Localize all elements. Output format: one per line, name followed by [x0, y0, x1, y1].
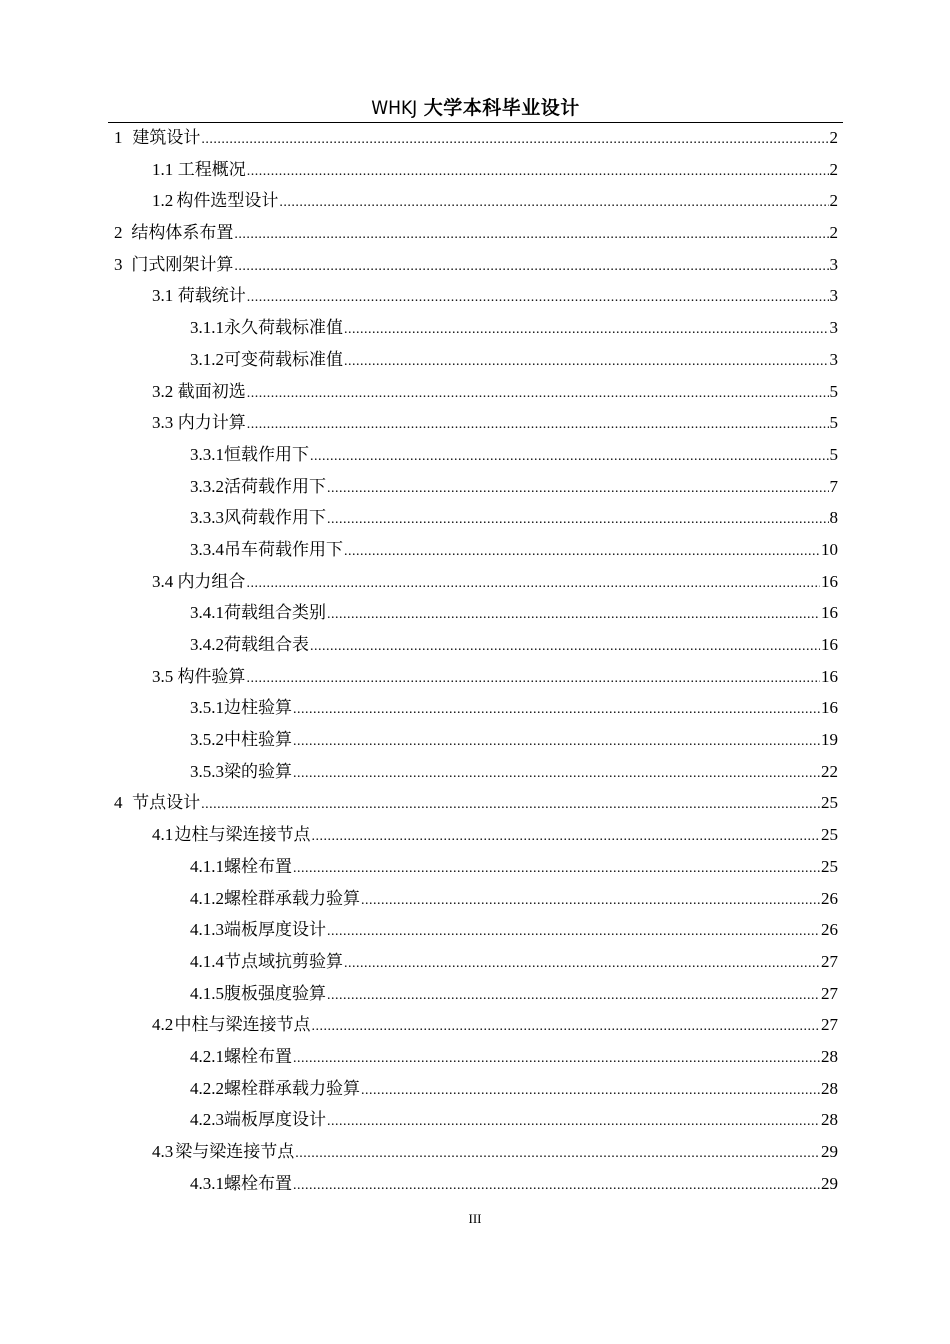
- toc-entry-title: 恒载作用下: [224, 444, 309, 464]
- toc-entry-page: 27: [821, 983, 838, 1003]
- toc-dot-leader: [327, 473, 829, 505]
- toc-entry-number: 3.4.1: [190, 603, 224, 623]
- toc-dot-leader: [312, 821, 820, 853]
- toc-entry-title: 永久荷载标准值: [224, 318, 343, 338]
- toc-entry-number: 4.1.5: [190, 983, 224, 1003]
- toc-entry-number: 3: [114, 254, 123, 274]
- toc-dot-leader: [327, 916, 820, 948]
- toc-dot-leader: [327, 599, 820, 631]
- toc-entry-page: 26: [821, 888, 838, 908]
- toc-dot-leader: [327, 980, 820, 1012]
- toc-entry-title: 吊车荷载作用下: [224, 539, 343, 559]
- toc-entry[interactable]: [108, 883, 838, 915]
- toc-entry-number: 2: [114, 223, 123, 243]
- toc-entry-page: 7: [829, 476, 838, 496]
- toc-dot-leader: [279, 187, 828, 219]
- toc-entry-page: 29: [821, 1173, 838, 1193]
- toc-entry-title: 工程概况: [177, 159, 246, 179]
- toc-entry-page: 3: [829, 254, 838, 274]
- toc-entry-page: 5: [829, 413, 838, 433]
- toc-entry-title: 边柱与梁连接节点: [174, 825, 311, 845]
- toc-entry-page: 16: [821, 666, 838, 686]
- toc-entry-title: 边柱验算: [224, 698, 292, 718]
- toc-entry-page: 26: [821, 920, 838, 940]
- toc-entry-title: 梁的验算: [224, 761, 292, 781]
- toc-entry-number: 4.2.3: [190, 1110, 224, 1130]
- toc-entry-title: 荷载统计: [177, 286, 246, 306]
- toc-entry[interactable]: [108, 471, 838, 503]
- toc-entry-number: 3.1.2: [190, 349, 224, 369]
- toc-entry[interactable]: [108, 819, 838, 851]
- toc-entry-page: 10: [821, 539, 838, 559]
- toc-dot-leader: [310, 441, 829, 473]
- toc-entry-number: 1: [114, 128, 123, 147]
- toc-entry-number: 1.2: [152, 191, 174, 211]
- toc-dot-leader: [361, 885, 820, 917]
- toc-entry-page: 2: [829, 223, 838, 243]
- toc-entry[interactable]: [108, 534, 838, 566]
- toc-entry[interactable]: [108, 217, 838, 249]
- toc-entry[interactable]: [108, 597, 838, 629]
- toc-dot-leader: [246, 663, 820, 695]
- toc-dot-leader: [247, 409, 829, 441]
- toc-entry-title: 荷载组合类别: [224, 603, 326, 623]
- toc-entry-title: 截面初选: [177, 381, 246, 401]
- toc-entry-number: 4.2.1: [190, 1046, 224, 1066]
- toc-entry-title: 构件验算: [177, 666, 246, 686]
- toc-dot-leader: [293, 1170, 820, 1202]
- toc-entry[interactable]: [108, 1009, 838, 1041]
- toc-entry-title: 螺栓布置: [224, 1173, 292, 1193]
- toc-entry-number: 4.2: [152, 1015, 174, 1035]
- toc-entry-number: 3.3.2: [190, 476, 224, 496]
- toc-dot-leader: [293, 726, 820, 758]
- toc-dot-leader: [234, 219, 828, 251]
- toc-entry-page: 16: [821, 603, 838, 623]
- toc-entry-title: 螺栓群承载力验算: [224, 888, 360, 908]
- toc-entry-title: 内力计算: [177, 413, 246, 433]
- toc-entry-number: 4.3: [152, 1142, 174, 1161]
- toc-entry-number: 3.2: [152, 381, 174, 401]
- toc-entry-number: 3.5.2: [190, 730, 224, 750]
- toc-dot-leader: [247, 156, 829, 188]
- toc-entry[interactable]: [108, 154, 838, 186]
- toc-entry-title: 螺栓群承载力验算: [224, 1078, 360, 1098]
- toc-entry-page: 27: [821, 1015, 838, 1035]
- toc-entry-number: 3.3.1: [190, 444, 224, 464]
- toc-dot-leader: [201, 789, 820, 821]
- toc-dot-leader: [344, 314, 829, 346]
- toc-entry-page: 22: [821, 761, 838, 781]
- toc-entry-page: 19: [821, 730, 838, 750]
- toc-entry-page: 27: [821, 951, 838, 971]
- toc-entry-number: 3.5.1: [190, 698, 224, 718]
- page-number: III: [468, 1211, 482, 1226]
- toc-entry-page: 2: [829, 159, 838, 179]
- toc-entry[interactable]: [108, 344, 838, 376]
- toc-entry-number: 3.1.1: [190, 318, 224, 338]
- toc-entry[interactable]: [108, 249, 838, 281]
- toc-entry-title: 风荷载作用下: [224, 508, 326, 528]
- toc-dot-leader: [247, 378, 829, 410]
- toc-entry-number: 4: [114, 793, 123, 813]
- toc-entry-page: 29: [821, 1142, 838, 1161]
- toc-entry-number: 4.1.1: [190, 856, 224, 876]
- toc-entry-title: 内力组合: [177, 571, 246, 591]
- toc-entry-number: 3.5.3: [190, 761, 224, 781]
- toc-entry-page: 2: [829, 191, 838, 211]
- toc-entry-title: 活荷载作用下: [224, 476, 326, 496]
- toc-entry[interactable]: [108, 756, 838, 788]
- toc-entry-number: 3.1: [152, 286, 174, 306]
- toc-entry[interactable]: [108, 502, 838, 534]
- toc-dot-leader: [344, 536, 820, 568]
- toc-entry-page: 25: [821, 793, 838, 813]
- toc-dot-leader: [293, 1043, 820, 1075]
- toc-dot-leader: [344, 948, 820, 980]
- toc-dot-leader: [361, 1075, 820, 1107]
- toc-entry-page: 3: [829, 349, 838, 369]
- toc-entry[interactable]: [108, 692, 838, 724]
- toc-entry-number: 3.4.2: [190, 635, 224, 654]
- toc-entry-number: 3.5: [152, 666, 174, 686]
- toc-dot-leader: [310, 631, 820, 663]
- toc-entry-page: 16: [821, 635, 838, 654]
- toc-entry-title: 中柱与梁连接节点: [174, 1015, 311, 1035]
- toc-entry[interactable]: [108, 185, 838, 217]
- toc-entry[interactable]: [108, 787, 838, 819]
- toc-dot-leader: [327, 504, 829, 536]
- toc-entry[interactable]: [108, 946, 838, 978]
- toc-entry[interactable]: [108, 1041, 838, 1073]
- toc-entry-title: 可变荷载标准值: [224, 349, 343, 369]
- toc-entry-number: 1.1: [152, 159, 174, 179]
- toc-entry-title: 构件选型设计: [176, 191, 279, 211]
- toc-dot-leader: [293, 758, 820, 790]
- toc-entry[interactable]: [108, 914, 838, 946]
- toc-entry[interactable]: [108, 629, 838, 661]
- toc-entry-page: 25: [821, 856, 838, 876]
- page-header: [108, 95, 843, 123]
- toc-dot-leader: [344, 346, 829, 378]
- toc-entry-number: 3.3.4: [190, 539, 224, 559]
- toc-entry-page: 16: [821, 571, 838, 591]
- toc-entry-number: 4.1: [152, 825, 174, 845]
- toc-dot-leader: [247, 282, 829, 314]
- toc-entry[interactable]: [108, 851, 838, 883]
- table-of-contents: [108, 122, 838, 1199]
- toc-entry-title: 端板厚度设计: [224, 1110, 326, 1130]
- toc-entry-number: 4.1.3: [190, 920, 224, 940]
- toc-entry-title: 端板厚度设计: [224, 920, 326, 940]
- toc-entry[interactable]: [108, 1073, 838, 1105]
- toc-entry-title: 节点域抗剪验算: [224, 951, 343, 971]
- toc-entry-page: 3: [829, 286, 838, 306]
- toc-dot-leader: [293, 853, 820, 885]
- toc-entry-title: 节点设计: [132, 793, 201, 813]
- toc-entry-page: 5: [829, 381, 838, 401]
- toc-entry-page: 5: [829, 444, 838, 464]
- toc-entry-number: 4.2.2: [190, 1078, 224, 1098]
- toc-dot-leader: [312, 1011, 820, 1043]
- toc-entry-page: 3: [829, 318, 838, 338]
- toc-entry-number: 3.4: [152, 571, 174, 591]
- toc-entry-page: 2: [829, 128, 838, 147]
- toc-entry-number: 3.3: [152, 413, 174, 433]
- toc-entry-page: 28: [821, 1078, 838, 1098]
- header-title-cjk: 大学本科毕业设计: [423, 97, 580, 119]
- toc-entry-title: 结构体系布置: [131, 223, 234, 243]
- toc-entry[interactable]: [108, 280, 838, 312]
- toc-entry-title: 螺栓布置: [224, 1046, 292, 1066]
- toc-entry[interactable]: [108, 978, 838, 1010]
- toc-entry[interactable]: [108, 1104, 838, 1136]
- toc-entry-title: 螺栓布置: [224, 856, 292, 876]
- toc-entry-page: 28: [821, 1110, 838, 1130]
- toc-entry-page: 16: [821, 698, 838, 718]
- toc-entry-number: 4.1.4: [190, 951, 224, 971]
- toc-entry[interactable]: [108, 376, 838, 408]
- toc-entry-page: 28: [821, 1046, 838, 1066]
- toc-entry-title: 荷载组合表: [224, 635, 309, 654]
- header-title: [371, 95, 580, 122]
- toc-entry[interactable]: [108, 439, 838, 471]
- toc-entry-title: 腹板强度验算: [224, 983, 326, 1003]
- toc-entry-number: 3.3.3: [190, 508, 224, 528]
- toc-entry[interactable]: [108, 1136, 838, 1168]
- toc-entry[interactable]: [108, 122, 838, 154]
- toc-entry[interactable]: [108, 1168, 838, 1200]
- toc-entry[interactable]: [108, 661, 838, 693]
- toc-entry-page: 25: [821, 825, 838, 845]
- toc-entry[interactable]: [108, 407, 838, 439]
- toc-entry[interactable]: [108, 724, 838, 756]
- toc-entry-page: 8: [829, 508, 838, 528]
- toc-dot-leader: [293, 694, 820, 726]
- toc-entry[interactable]: [108, 566, 838, 598]
- toc-dot-leader: [201, 124, 828, 156]
- toc-entry[interactable]: [108, 312, 838, 344]
- toc-entry-title: 中柱验算: [224, 730, 292, 750]
- header-title-latin: WHKJ: [371, 97, 418, 119]
- toc-entry-number: 4.1.2: [190, 888, 224, 908]
- toc-dot-leader: [295, 1138, 820, 1170]
- toc-dot-leader: [327, 1106, 820, 1138]
- toc-entry-title: 梁与梁连接节点: [175, 1142, 295, 1161]
- toc-entry-title: 建筑设计: [132, 128, 201, 147]
- toc-dot-leader: [246, 568, 820, 600]
- toc-entry-title: 门式刚架计算: [131, 254, 234, 274]
- toc-dot-leader: [234, 251, 828, 283]
- toc-entry-number: 4.3.1: [190, 1173, 224, 1193]
